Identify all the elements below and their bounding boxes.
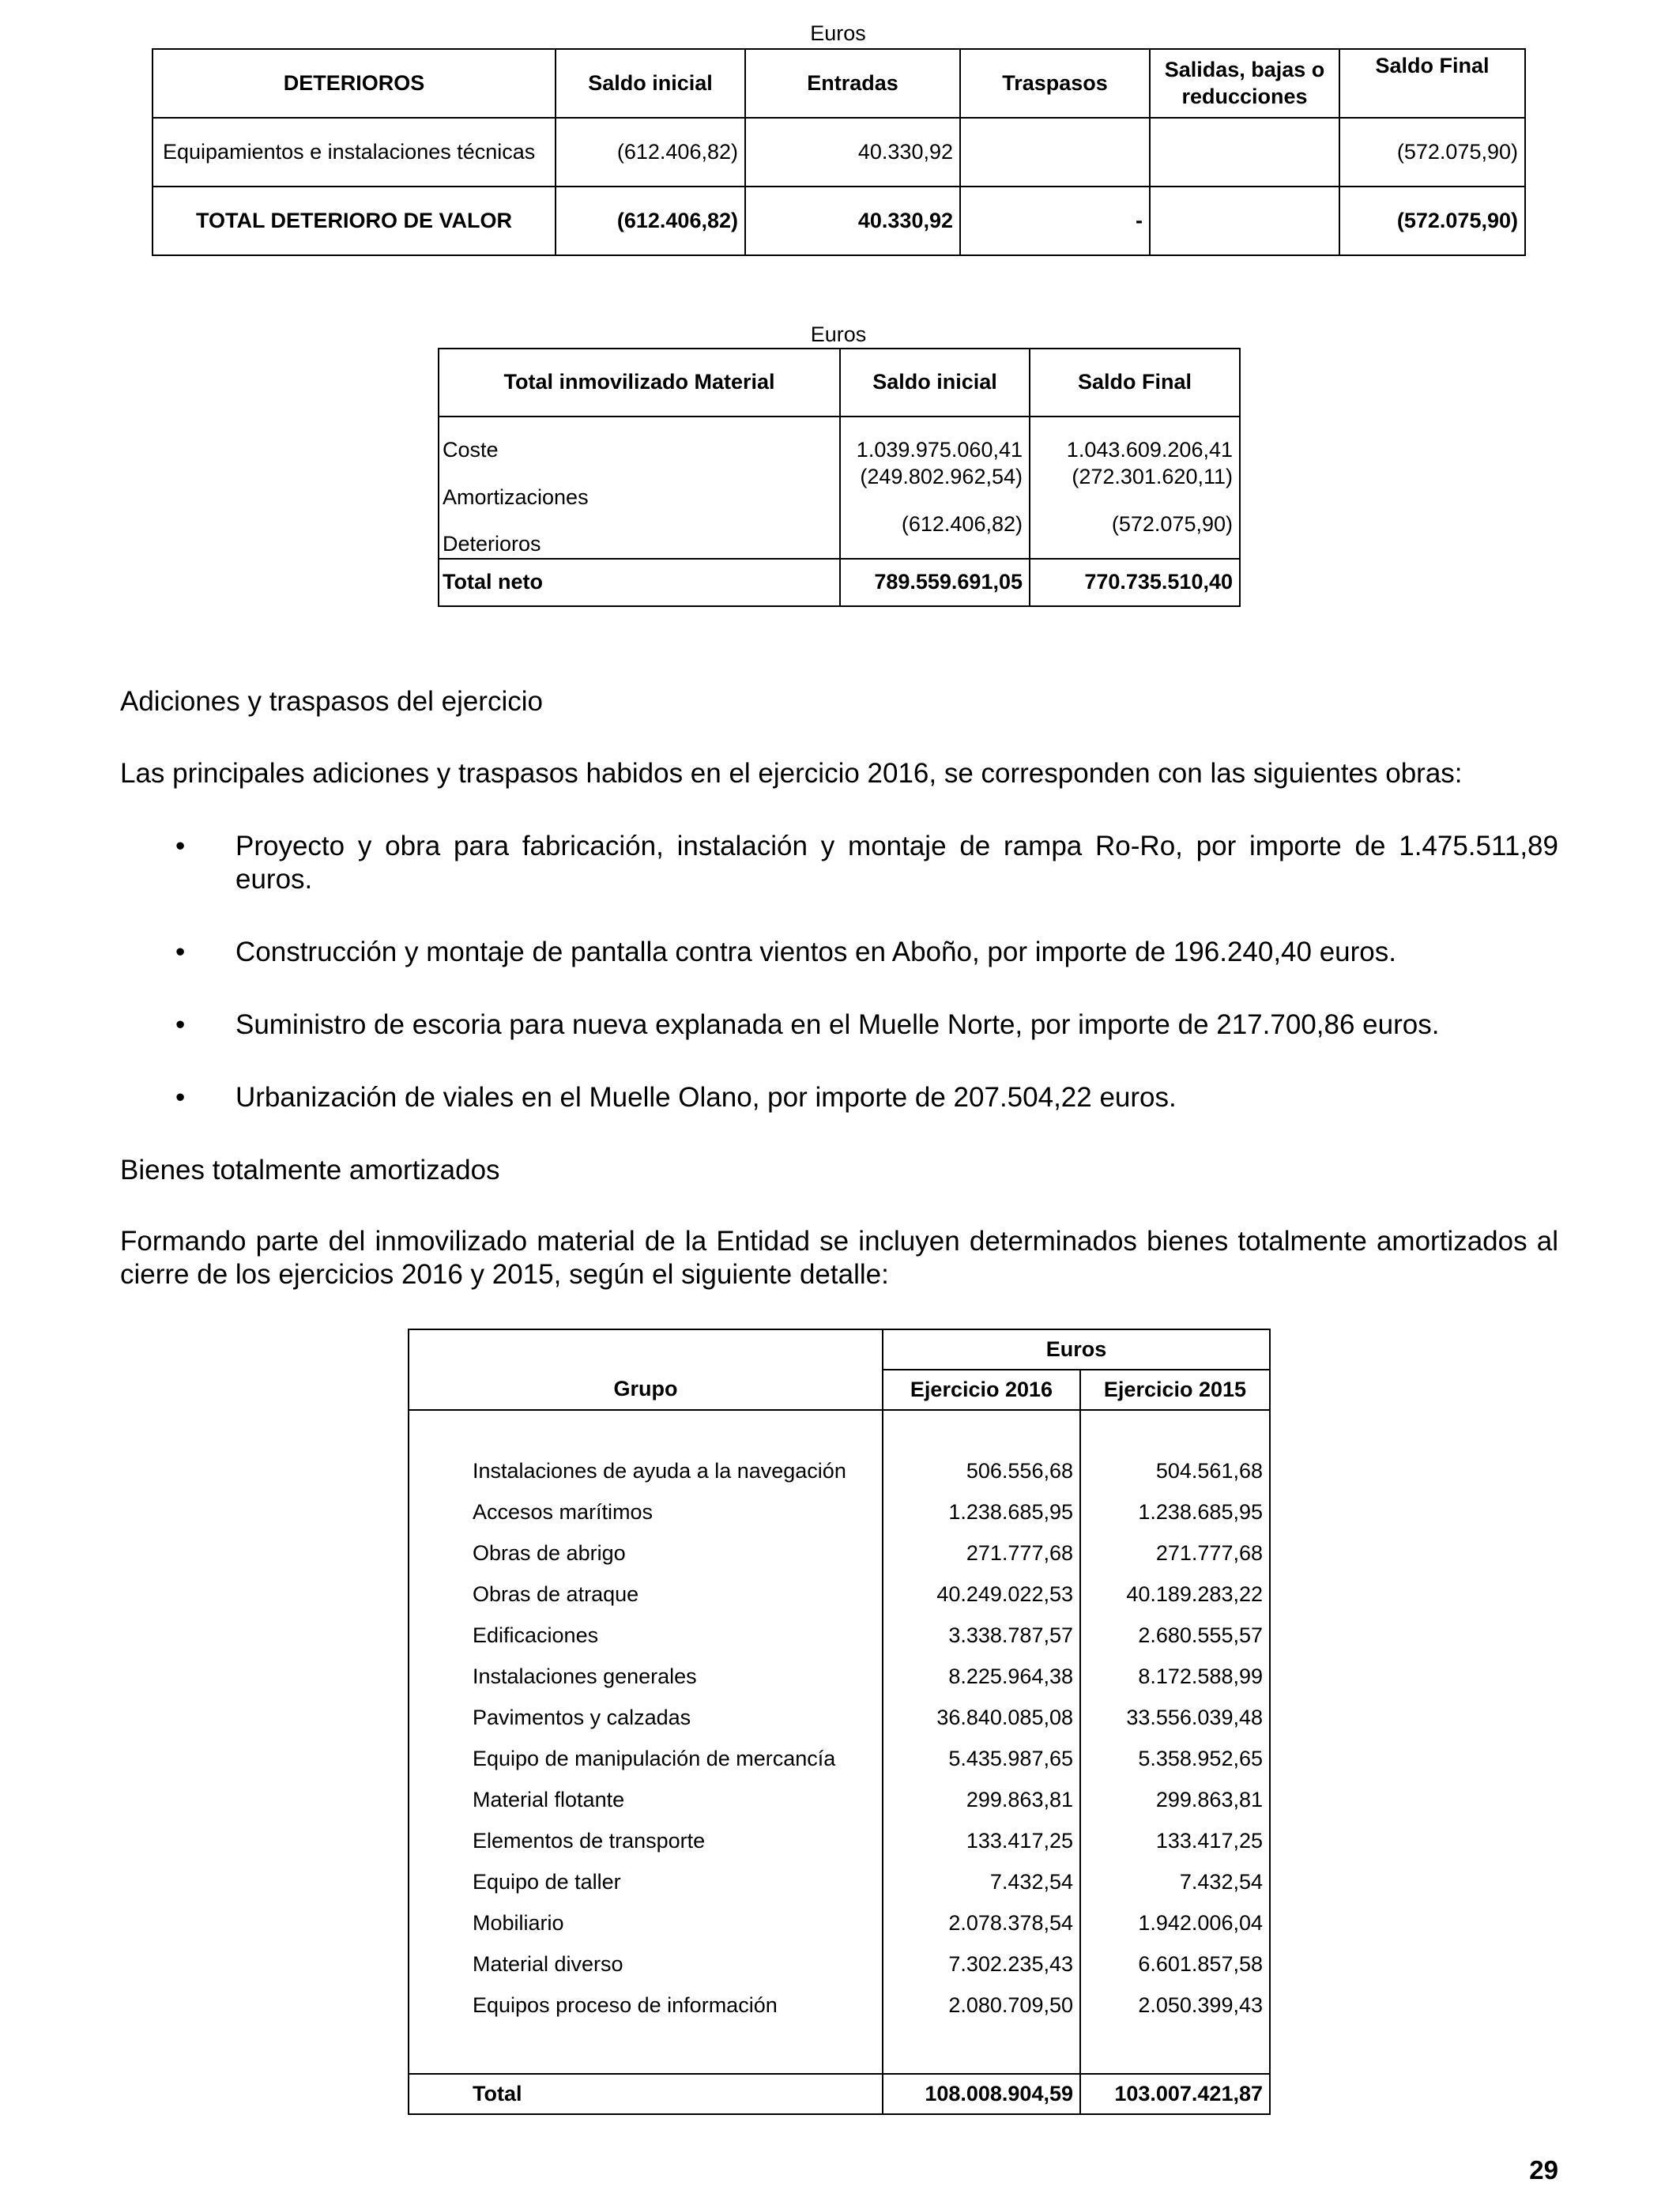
cell: 506.556,68 bbox=[883, 1451, 1080, 1492]
paragraph: Las principales adiciones y traspasos habidos en el ejercicio 2016, se corresponden con las siguientes obras: bbox=[120, 758, 1463, 789]
row-label: Obras de atraque bbox=[409, 1574, 883, 1615]
cell: 5.358.952,65 bbox=[1080, 1739, 1270, 1780]
spacer-cell bbox=[409, 2026, 883, 2074]
section-heading: Adiciones y traspasos del ejercicio bbox=[120, 686, 543, 717]
row-label: Elementos de transporte bbox=[409, 1821, 883, 1862]
table-header-row bbox=[153, 49, 1525, 118]
table-header-row bbox=[409, 1329, 1270, 1370]
cell: (612.406,82) bbox=[840, 511, 1030, 559]
table-row bbox=[439, 417, 1240, 464]
total-cell: 108.008.904,59 bbox=[883, 2074, 1080, 2114]
row-label: Pavimentos y calzadas bbox=[409, 1698, 883, 1739]
row-label: Material diverso bbox=[409, 1944, 883, 1985]
cell: 271.777,68 bbox=[883, 1533, 1080, 1574]
row-label: Coste bbox=[439, 417, 840, 464]
row-label: Mobiliario bbox=[409, 1903, 883, 1944]
header-cell: Traspasos bbox=[960, 49, 1150, 118]
row-label: Equipo de taller bbox=[409, 1862, 883, 1903]
table-header-row bbox=[409, 1370, 1270, 1410]
total-cell: 770.735.510,40 bbox=[1030, 559, 1240, 606]
header-cell: DETERIOROS bbox=[153, 49, 556, 118]
cell: 2.078.378,54 bbox=[883, 1903, 1080, 1944]
cell: 7.432,54 bbox=[1080, 1862, 1270, 1903]
cell: 40.189.283,22 bbox=[1080, 1574, 1270, 1615]
table-row bbox=[409, 1780, 1270, 1821]
deterioros-table bbox=[152, 48, 1526, 256]
bullet-icon: • bbox=[175, 1009, 186, 1040]
cell: (272.301.620,11) bbox=[1030, 464, 1240, 511]
cell: 7.302.235,43 bbox=[883, 1944, 1080, 1985]
cell: 271.777,68 bbox=[1080, 1533, 1270, 1574]
table-row bbox=[409, 1698, 1270, 1739]
spacer-cell bbox=[409, 1410, 883, 1451]
cell: 33.556.039,48 bbox=[1080, 1698, 1270, 1739]
bullet-item: Urbanización de viales en el Muelle Olano, por importe de 207.504,22 euros. bbox=[235, 1082, 1177, 1113]
table-total-row bbox=[153, 187, 1525, 255]
bullet-item: Construcción y montaje de pantalla contra vientos en Aboño, por importe de 196.240,40 euros. bbox=[235, 937, 1396, 967]
row-label: Edificaciones bbox=[409, 1615, 883, 1657]
header-spacer bbox=[409, 1329, 883, 1370]
page-number: 29 bbox=[1529, 2155, 1558, 2185]
cell: 1.238.685,95 bbox=[883, 1492, 1080, 1533]
cell: (572.075,90) bbox=[1030, 511, 1240, 559]
total-label: Total neto bbox=[439, 559, 840, 606]
header-group: Grupo bbox=[409, 1370, 883, 1410]
header-cell: Salidas, bajas o reducciones bbox=[1150, 49, 1339, 118]
cell: (249.802.962,54) bbox=[840, 464, 1030, 511]
cell: 504.561,68 bbox=[1080, 1451, 1270, 1492]
row-label: Equipo de manipulación de mercancía bbox=[409, 1739, 883, 1780]
row-label: Material flotante bbox=[409, 1780, 883, 1821]
cell: 8.225.964,38 bbox=[883, 1657, 1080, 1698]
cell bbox=[960, 118, 1150, 187]
cell: 3.338.787,57 bbox=[883, 1615, 1080, 1657]
row-label: Accesos marítimos bbox=[409, 1492, 883, 1533]
table-header-row bbox=[439, 349, 1240, 417]
table1-caption: Euros bbox=[810, 21, 866, 45]
paragraph: Formando parte del inmovilizado material de la Entidad se incluyen determinados bienes totalmente amortizados al cierre de los ejercicios 2016 y 2015, según el siguiente detalle: bbox=[120, 1226, 1558, 1290]
bullet-item: Suministro de escoria para nueva explanada en el Muelle Norte, por importe de 217.700,86 euros. bbox=[235, 1009, 1440, 1040]
bienes-amortizados-table bbox=[408, 1329, 1271, 2115]
table-row bbox=[409, 1451, 1270, 1492]
spacer-cell bbox=[883, 1410, 1080, 1451]
table-total-row bbox=[409, 2074, 1270, 2114]
cell: 6.601.857,58 bbox=[1080, 1944, 1270, 1985]
bullet-item: Proyecto y obra para fabricación, instalación y montaje de rampa Ro-Ro, por importe de 1.475.511,89 euros. bbox=[235, 831, 1558, 895]
bullet-icon: • bbox=[175, 1082, 186, 1113]
section-heading: Bienes totalmente amortizados bbox=[120, 1155, 500, 1186]
cell: 2.080.709,50 bbox=[883, 1985, 1080, 2026]
total-cell bbox=[1150, 187, 1339, 255]
header-cell: Ejercicio 2016 bbox=[883, 1370, 1080, 1410]
total-cell: - bbox=[960, 187, 1150, 255]
table-row bbox=[409, 1944, 1270, 1985]
table-row bbox=[409, 1533, 1270, 1574]
bullet-icon: • bbox=[175, 831, 186, 861]
header-euros: Euros bbox=[883, 1329, 1270, 1370]
row-label: Obras de abrigo bbox=[409, 1533, 883, 1574]
cell: 299.863,81 bbox=[883, 1780, 1080, 1821]
inmovilizado-total-table bbox=[438, 348, 1241, 607]
table-row bbox=[409, 1739, 1270, 1780]
cell: 1.942.006,04 bbox=[1080, 1903, 1270, 1944]
table-row bbox=[409, 1862, 1270, 1903]
cell: 7.432,54 bbox=[883, 1862, 1080, 1903]
total-cell: 40.330,92 bbox=[745, 187, 960, 255]
header-cell: Total inmovilizado Material bbox=[439, 349, 840, 417]
table-total-row bbox=[439, 559, 1240, 606]
spacer-cell bbox=[1080, 2026, 1270, 2074]
table-row bbox=[409, 1985, 1270, 2026]
cell: 133.417,25 bbox=[883, 1821, 1080, 1862]
row-label: Instalaciones generales bbox=[409, 1657, 883, 1698]
header-cell: Saldo Final bbox=[1339, 49, 1525, 118]
cell: 5.435.987,65 bbox=[883, 1739, 1080, 1780]
header-cell: Saldo inicial bbox=[840, 349, 1030, 417]
table-row bbox=[409, 1615, 1270, 1657]
cell: 40.330,92 bbox=[745, 118, 960, 187]
total-label: Total bbox=[409, 2074, 883, 2114]
cell: 1.039.975.060,41 bbox=[840, 417, 1030, 464]
table-row bbox=[409, 1657, 1270, 1698]
cell: (612.406,82) bbox=[556, 118, 745, 187]
cell: 40.249.022,53 bbox=[883, 1574, 1080, 1615]
row-label: Equipamientos e instalaciones técnicas bbox=[153, 118, 556, 187]
row-label: Amortizaciones bbox=[439, 464, 840, 511]
row-label: Deterioros bbox=[439, 511, 840, 559]
cell: 2.680.555,57 bbox=[1080, 1615, 1270, 1657]
cell: (572.075,90) bbox=[1339, 118, 1525, 187]
row-label: Equipos proceso de información bbox=[409, 1985, 883, 2026]
cell: 1.238.685,95 bbox=[1080, 1492, 1270, 1533]
total-cell: 789.559.691,05 bbox=[840, 559, 1030, 606]
cell: 8.172.588,99 bbox=[1080, 1657, 1270, 1698]
cell: 2.050.399,43 bbox=[1080, 1985, 1270, 2026]
total-cell: 103.007.421,87 bbox=[1080, 2074, 1270, 2114]
cell bbox=[1150, 118, 1339, 187]
bullet-icon: • bbox=[175, 937, 186, 967]
table-row bbox=[409, 1903, 1270, 1944]
table-row bbox=[153, 118, 1525, 187]
total-cell: (612.406,82) bbox=[556, 187, 745, 255]
cell: 36.840.085,08 bbox=[883, 1698, 1080, 1739]
cell: 133.417,25 bbox=[1080, 1821, 1270, 1862]
cell: 299.863,81 bbox=[1080, 1780, 1270, 1821]
total-cell: (572.075,90) bbox=[1339, 187, 1525, 255]
total-label: TOTAL DETERIORO DE VALOR bbox=[153, 187, 556, 255]
spacer-cell bbox=[883, 2026, 1080, 2074]
table-row bbox=[409, 1574, 1270, 1615]
table-row bbox=[439, 511, 1240, 559]
table-row bbox=[409, 1821, 1270, 1862]
spacer-cell bbox=[1080, 1410, 1270, 1451]
header-cell: Entradas bbox=[745, 49, 960, 118]
header-cell: Ejercicio 2015 bbox=[1080, 1370, 1270, 1410]
table-row bbox=[439, 464, 1240, 511]
header-cell: Saldo inicial bbox=[556, 49, 745, 118]
cell: 1.043.609.206,41 bbox=[1030, 417, 1240, 464]
header-cell: Saldo Final bbox=[1030, 349, 1240, 417]
row-label: Instalaciones de ayuda a la navegación bbox=[409, 1451, 883, 1492]
table-row bbox=[409, 1492, 1270, 1533]
table2-caption: Euros bbox=[810, 322, 867, 346]
